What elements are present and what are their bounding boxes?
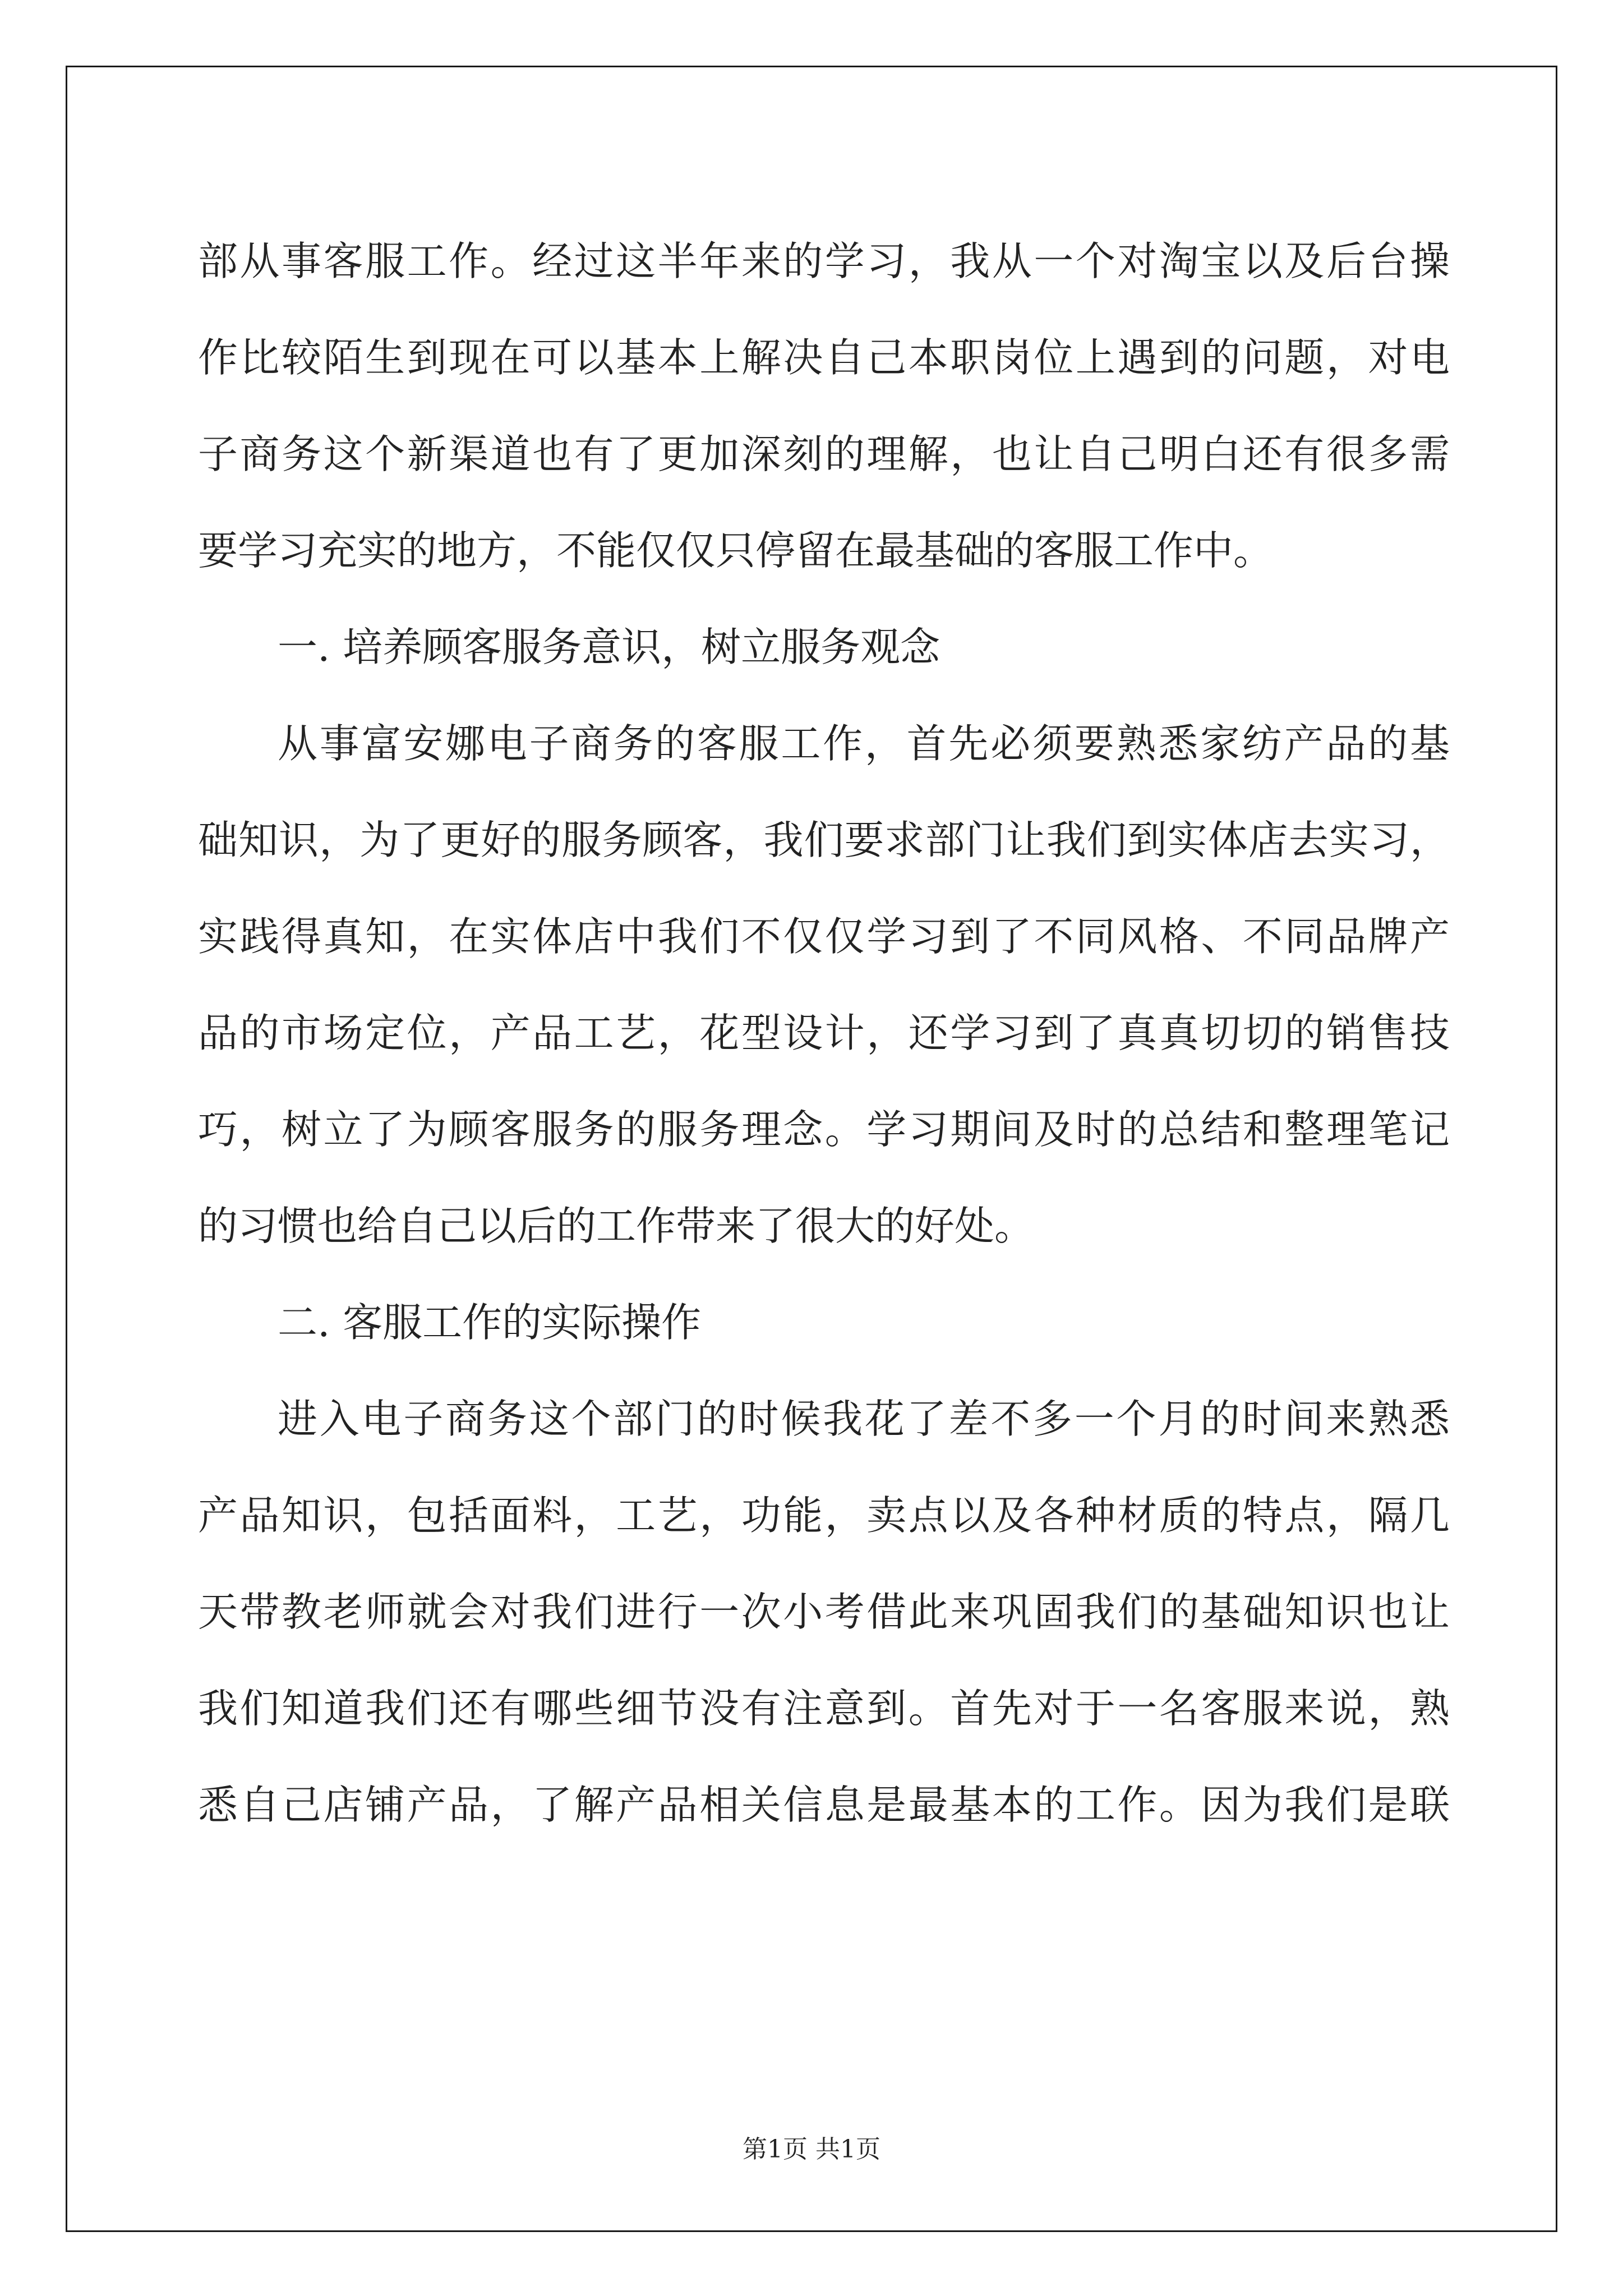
section-heading-2: 二. 客服工作的实际操作 [278,1299,702,1346]
section-heading-1: 一. 培养顾客服务意识，树立服务观念 [278,624,940,670]
body-line: 子商务这个新渠道也有了更加深刻的理解，也让自己明白还有很多需 [198,431,1450,477]
body-line: 进入电子商务这个部门的时候我花了差不多一个月的时间来熟悉 [278,1396,1450,1442]
body-line: 础知识，为了更好的服务顾客，我们要求部门让我们到实体店去实习， [198,817,1450,863]
body-line: 要学习充实的地方，不能仅仅只停留在最基础的客服工作中。 [198,527,1274,574]
body-line: 巧，树立了为顾客服务的服务理念。学习期间及时的总结和整理笔记 [198,1106,1450,1153]
page-number-footer: 第1页 共1页 [743,2135,880,2164]
body-line: 的习惯也给自己以后的工作带来了很大的好处。 [198,1203,1035,1249]
body-line: 实践得真知，在实体店中我们不仅仅学习到了不同风格、不同品牌产 [198,913,1450,960]
body-line: 品的市场定位，产品工艺，花型设计，还学习到了真真切切的销售技 [198,1010,1450,1056]
document-body [198,213,1450,1853]
body-line: 作比较陌生到现在可以基本上解决自己本职岗位上遇到的问题，对电 [198,334,1450,381]
body-line: 部从事客服工作。经过这半年来的学习，我从一个对淘宝以及后台操 [198,238,1450,284]
body-line: 悉自己店铺产品，了解产品相关信息是最基本的工作。因为我们是联 [198,1782,1450,1828]
body-line: 天带教老师就会对我们进行一次小考借此来巩固我们的基础知识也让 [198,1589,1450,1635]
body-line: 从事富安娜电子商务的客服工作，首先必须要熟悉家纺产品的基 [278,720,1450,767]
body-line: 产品知识，包括面料，工艺，功能，卖点以及各种材质的特点，隔几 [198,1492,1450,1539]
body-line: 我们知道我们还有哪些细节没有注意到。首先对于一名客服来说，熟 [198,1685,1450,1732]
